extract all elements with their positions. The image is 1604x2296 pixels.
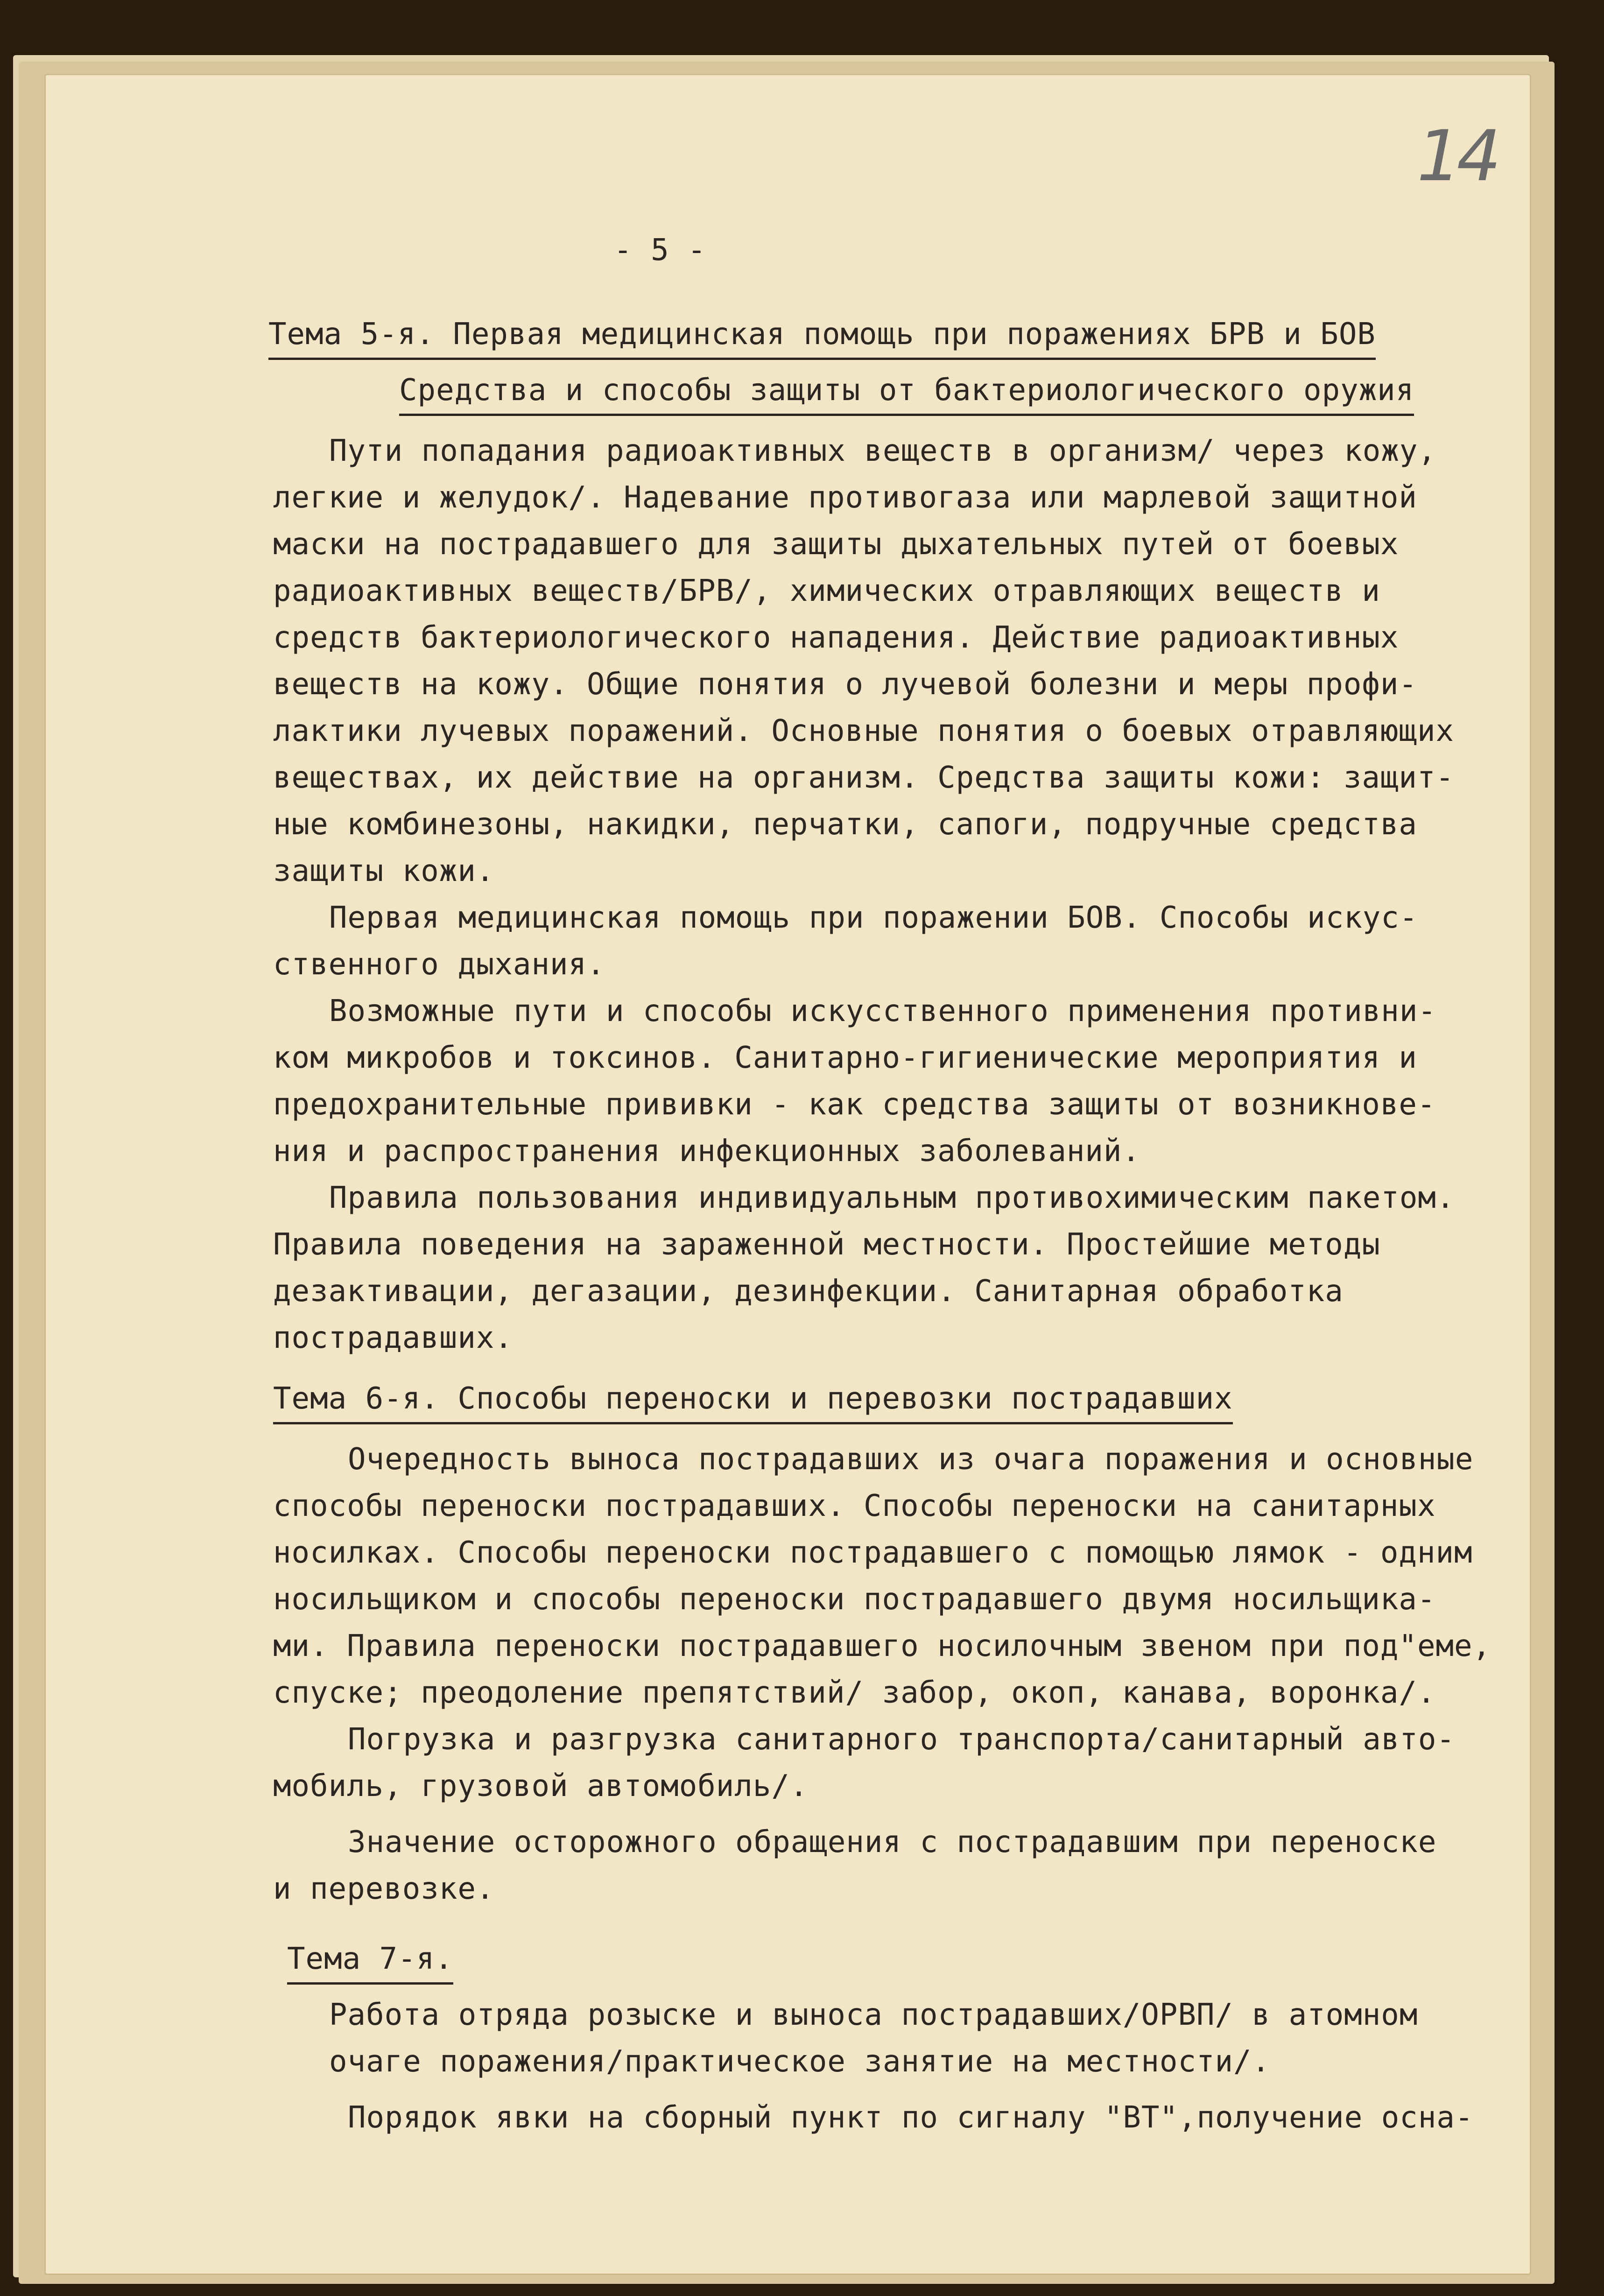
topic6-line: мобиль, грузовой автомобиль/. (273, 1769, 809, 1803)
topic5-line: Первая медицинская помощь при поражении БОВ. Способы искус- (329, 901, 1418, 935)
topic5-line: Пути попадания радиоактивных веществ в организм/ через кожу, (329, 434, 1436, 468)
topic6-line: Очередность выноса пострадавших из очага поражения и основные (348, 1442, 1474, 1477)
topic5-heading: Тема 5-я. Первая медицинская помощь при поражениях БРВ и БОВ (268, 312, 1376, 360)
topic5-line: Возможные пути и способы искусственного применения противни- (329, 994, 1436, 1028)
topic6-line: ми. Правила переноски пострадавшего носилочным звеном при под"еме, (273, 1629, 1491, 1663)
topic5-line: средств бактериологического нападения. Действие радиоактивных (273, 620, 1399, 655)
topic5-line: маски на пострадавшего для защиты дыхательных путей от боевых (273, 527, 1399, 562)
topic5-line: Правила пользования индивидуальным противохимическим пакетом. (329, 1181, 1455, 1215)
topic5-line: лактики лучевых поражений. Основные понятия о боевых отравляющих (273, 714, 1454, 748)
topic5-line: веществах, их действие на организм. Средства защиты кожи: защит- (273, 761, 1454, 795)
topic5-line: защиты кожи. (273, 854, 495, 888)
topic5-line: радиоактивных веществ/БРВ/, химических отравляющих веществ и (273, 574, 1380, 608)
topic5-line: предохранительные прививки - как средства защиты от возникнове- (273, 1087, 1436, 1122)
topic6-line: и перевозке. (273, 1872, 495, 1906)
topic5-line: ные комбинезоны, накидки, перчатки, сапоги, подручные средства (273, 807, 1417, 842)
topic5-line: Правила поведения на зараженной местности. Простейшие методы (273, 1227, 1380, 1262)
topic6-line: носилках. Способы переноски пострадавшего с помощью лямок - одним (273, 1535, 1473, 1570)
topic5-line: дезактивации, дегазации, дезинфекции. Санитарная обработка (273, 1274, 1344, 1309)
topic6-line: способы переноски пострадавших. Способы переноски на санитарных (273, 1489, 1436, 1523)
topic7-heading: Тема 7-я. (287, 1937, 453, 1985)
document-page (44, 74, 1531, 2275)
topic6-line: Погрузка и разгрузка санитарного транспорта/санитарный авто- (348, 1722, 1455, 1757)
topic6-heading: Тема 6-я. Способы переноски и перевозки пострадавших (273, 1376, 1233, 1424)
topic5-subheading: Средства и способы защиты от бактериологического оружия (399, 368, 1414, 416)
topic5-line: ком микробов и токсинов. Санитарно-гигиенические мероприятия и (273, 1041, 1417, 1075)
folio-number: 14 (1417, 116, 1497, 197)
topic7-line: Порядок явки на сборный пункт по сигналу "ВТ",получение осна- (348, 2100, 1474, 2135)
page-number: - 5 - (614, 233, 706, 268)
topic6-line: Значение осторожного обращения с пострадавшим при переноске (348, 1825, 1437, 1859)
topic6-line: спуске; преодоление препятствий/ забор, окоп, канава, воронка/. (273, 1676, 1436, 1710)
topic5-line: легкие и желудок/. Надевание противогаза или марлевой защитной (273, 480, 1417, 515)
topic7-line: очаге поражения/практическое занятие на местности/. (329, 2044, 1271, 2079)
topic5-line: пострадавших. (273, 1321, 513, 1355)
topic5-line: ственного дыхания. (273, 947, 605, 982)
topic5-line: веществ на кожу. Общие понятия о лучевой болезни и меры профи- (273, 667, 1417, 702)
topic7-line: Работа отряда розыске и выноса пострадавших/ОРВП/ в атомном (329, 1998, 1418, 2032)
topic5-line: ния и распространения инфекционных заболеваний. (273, 1134, 1140, 1169)
topic6-line: носильщиком и способы переноски пострадавшего двумя носильщика- (273, 1582, 1436, 1617)
